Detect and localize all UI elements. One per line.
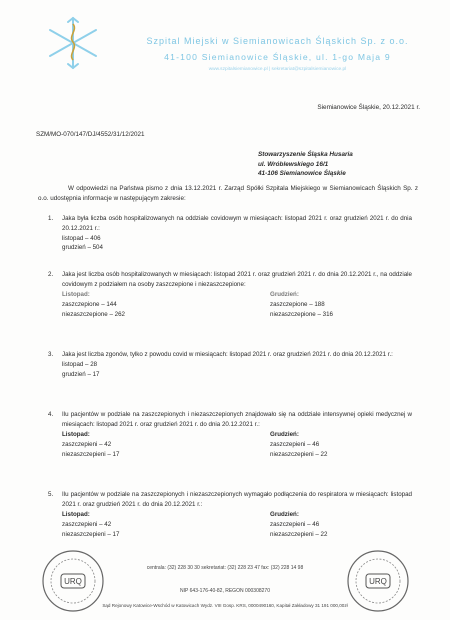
col-head-left: Listopad: bbox=[62, 430, 90, 438]
list-item bbox=[48, 214, 412, 253]
item-answer: listopad – 28 bbox=[62, 360, 98, 368]
list-item bbox=[48, 350, 412, 379]
recipient-block bbox=[258, 150, 353, 179]
item-question: Ilu pacjentów w podziale na zaszczepionych i niezaszczepionych wymagało podłączenia do respiratora w miesiącach: listopad 2021 r. oraz grudzień 2021 r. do dnia 20.12.2021 r.: bbox=[62, 491, 412, 508]
footer-court: Sąd Rejonowy Katowice-Wschód w Katowicach Wydz. VIII Gosp. KRS, 0000490160, Kapitał Zakładowy 31 191 000,00zł bbox=[102, 603, 348, 608]
col-left-b: niezaszczepieni – 17 bbox=[62, 530, 120, 538]
item-answer: grudzień – 504 bbox=[62, 244, 103, 252]
seal-text: URQ bbox=[64, 577, 82, 586]
seal-text: URQ bbox=[369, 577, 387, 586]
item-question: Ilu pacjentów w podziale na zaszczepionych i niezaszczepionych znajdowało się na oddziale intensywnej opieki medycznej w miesiącach: listopad 2021 r. oraz grudzień 2021 r. do dnia 20.12.2021 r.: bbox=[62, 411, 412, 428]
list-item bbox=[48, 490, 412, 540]
col-left-b: niezaszczepione – 262 bbox=[62, 310, 125, 318]
item-number: 3. bbox=[48, 351, 54, 358]
item-question: Jaka jest liczba zgonów, tylko z powodu covid w miesiącach: listopad 2021 r. oraz grudzień 2021 r. do dnia 20.12.2021 r.: bbox=[62, 351, 393, 358]
item-question: Jaka jest liczba osób hospitalizowanych w miesiącach: listopad 2021 r. oraz grudzień 2021 r. do dnia 20.12.2021 r., na oddziale covidowym z podziałem na osoby zaszczepione i niezaszczepione: bbox=[62, 271, 412, 288]
col-right-b: niezaszczepieni – 22 bbox=[270, 450, 328, 458]
letterhead-org-name: Szpital Miejski w Siemianowicach Śląskich Sp. z o.o. bbox=[146, 36, 409, 46]
place-date: Siemianowice Śląskie, 20.12.2021 r. bbox=[317, 104, 420, 111]
col-head-right: Grudzień: bbox=[270, 430, 299, 438]
letterhead-web: www.szpitalsiemianowice.pl | sekretariat@szpitalsiemianowice.pl bbox=[208, 67, 347, 72]
col-left-b: niezaszczepieni – 17 bbox=[62, 450, 120, 458]
item-number: 4. bbox=[48, 411, 54, 418]
col-head-left: Listopad: bbox=[62, 290, 90, 298]
item-number: 5. bbox=[48, 491, 54, 498]
item-answer: listopad – 406 bbox=[62, 234, 101, 242]
letterhead-address: 41-100 Siemianowice Śląskie, ul. 1-go Maja 9 bbox=[164, 52, 391, 62]
col-right-b: niezaszczepieni – 22 bbox=[270, 530, 328, 538]
intro-paragraph: W odpowiedzi na Państwa pismo z dnia 13.12.2021 r. Zarząd Spółki Szpitala Miejskiego w Siemianowicach Śląskich Sp. z o.o. udostępnia informacje w następującym zakresie: bbox=[38, 185, 418, 202]
col-right-a: zaszczepione – 188 bbox=[270, 300, 325, 308]
reference-number: SZM/MO-070/147/DJ/4552/31/12/2021 bbox=[36, 131, 145, 138]
col-right-a: zaszczepieni – 46 bbox=[270, 520, 320, 528]
footer-nip: NIP 643-176-40-82, REGON 000308270 bbox=[180, 588, 270, 594]
recipient-street: ul. Wróblewskiego 16/1 bbox=[258, 160, 329, 168]
recipient-name: Stowarzyszenie Śląska Husaria bbox=[258, 151, 353, 158]
list-item bbox=[48, 410, 412, 460]
item-number: 1. bbox=[48, 215, 54, 222]
col-head-right: Grudzień: bbox=[270, 290, 299, 298]
hospital-logo-icon bbox=[38, 14, 108, 72]
col-left-a: zaszczepione – 144 bbox=[62, 300, 117, 308]
col-right-a: zaszczepieni – 46 bbox=[270, 440, 320, 448]
col-left-a: zaszczepieni – 42 bbox=[62, 520, 112, 528]
item-question: Jaka była liczba osób hospitalizowanych na oddziale covidowym w miesiącach: listopad 2021 r. oraz grudzień 2021 r. do dnia 20.12.2021 r.: bbox=[62, 215, 412, 232]
item-answer: grudzień – 17 bbox=[62, 370, 100, 378]
footer-contact: centrala: (32) 228 30 30 sekretariat: (32) 228 23 47 fax: (32) 228 14 98 bbox=[146, 565, 304, 571]
list-item bbox=[48, 270, 412, 320]
col-right-b: niezaszczepione – 316 bbox=[270, 310, 333, 318]
col-left-a: zaszczepieni – 42 bbox=[62, 440, 112, 448]
item-number: 2. bbox=[48, 271, 54, 278]
recipient-city: 41-106 Siemianowice Śląskie bbox=[258, 170, 346, 178]
col-head-right: Grudzień: bbox=[270, 510, 299, 518]
col-head-left: Listopad: bbox=[62, 510, 90, 518]
